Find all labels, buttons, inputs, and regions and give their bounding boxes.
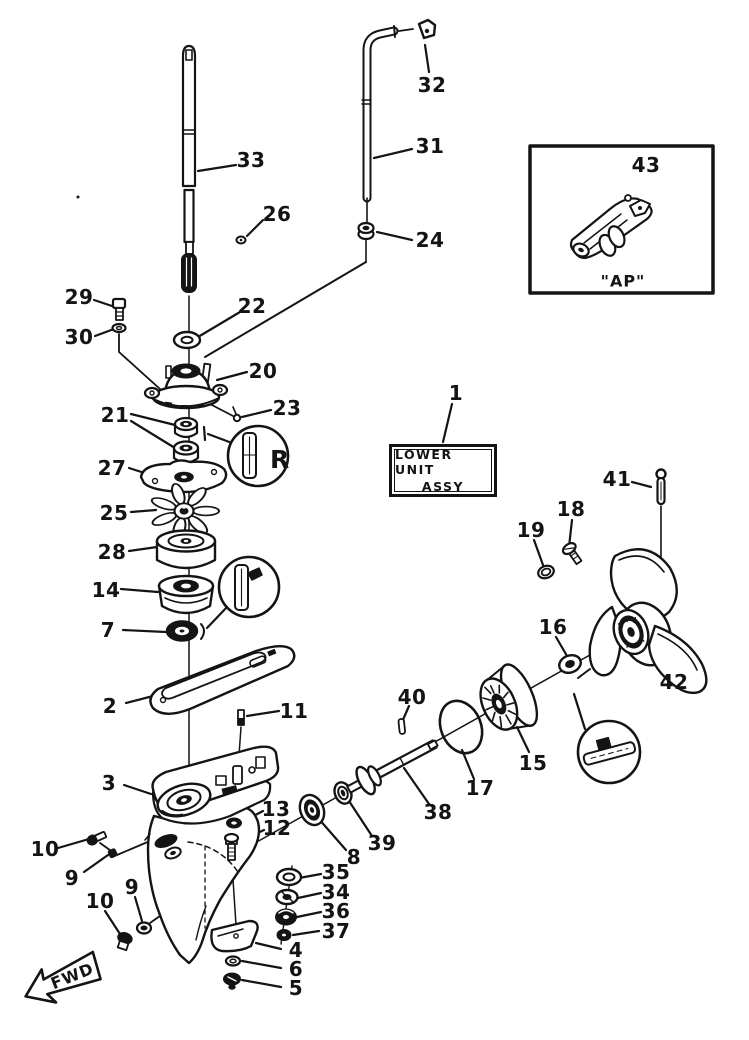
dowel-pin xyxy=(238,710,244,725)
callout-43: 43 xyxy=(631,153,661,177)
propeller xyxy=(590,549,707,693)
callout-14: 14 xyxy=(91,578,121,602)
callout-37: 37 xyxy=(321,919,351,943)
sealant-inset-r xyxy=(228,426,289,486)
callout-7: 7 xyxy=(100,618,116,642)
callout-9b: 9 xyxy=(124,875,140,899)
bearing-housing xyxy=(159,576,213,613)
callout-10a: 10 xyxy=(30,837,60,861)
pump-pin xyxy=(233,407,240,421)
drive-shaft xyxy=(182,46,196,292)
callout-41: 41 xyxy=(602,467,632,491)
trim-tab xyxy=(211,921,257,951)
callout-33: 33 xyxy=(236,148,266,172)
callout-35: 35 xyxy=(321,860,351,884)
callout-5: 5 xyxy=(288,976,304,1000)
callout-4: 4 xyxy=(288,938,304,962)
outer-plate xyxy=(141,460,226,492)
shear-pin xyxy=(657,470,666,505)
woodruff-key xyxy=(237,237,246,244)
sealant-inset-nozzle xyxy=(219,557,279,617)
callout-24: 24 xyxy=(415,228,445,252)
callout-40: 40 xyxy=(397,685,427,709)
anode-hardware-stack xyxy=(276,869,301,940)
callout-22: 22 xyxy=(237,294,267,318)
callout-36: 36 xyxy=(321,899,351,923)
print-dot xyxy=(77,196,80,199)
callout-42: 42 xyxy=(659,670,689,694)
callout-39: 39 xyxy=(367,831,397,855)
assembly-label-box xyxy=(389,444,497,497)
callout-31: 31 xyxy=(415,134,445,158)
callout-21: 21 xyxy=(100,403,130,427)
callout-2: 2 xyxy=(102,694,118,718)
callout-26: 26 xyxy=(262,202,292,226)
callout-17: 17 xyxy=(465,776,495,800)
spacer-tick xyxy=(578,669,590,678)
callout-19: 19 xyxy=(516,518,546,542)
callout-25: 25 xyxy=(99,501,129,525)
callout-34: 34 xyxy=(321,880,351,904)
pump-cartridge xyxy=(157,531,215,569)
assembly-label-inner xyxy=(394,446,492,494)
callout-18: 18 xyxy=(556,497,586,521)
shaft-pin xyxy=(398,719,405,734)
callout-1: 1 xyxy=(448,381,464,405)
callout-16: 16 xyxy=(538,615,568,639)
grease-inset xyxy=(578,721,640,783)
sealant-letter: R xyxy=(270,445,290,474)
assembly-label-line2: ASSY xyxy=(421,478,465,494)
carrier-washer xyxy=(536,564,555,581)
callout-13: 13 xyxy=(261,797,291,821)
oil-seal-pair xyxy=(174,418,198,463)
callout-29: 29 xyxy=(64,285,94,309)
callout-6: 6 xyxy=(288,957,304,981)
callout-11: 11 xyxy=(279,699,309,723)
washer-lower xyxy=(137,923,151,934)
pump-bolt-washer xyxy=(113,324,126,332)
oil-seal xyxy=(167,622,204,641)
gasket-plate xyxy=(150,646,294,714)
callout-32: 32 xyxy=(417,73,447,97)
fwd-arrow xyxy=(18,949,105,1012)
callout-3: 3 xyxy=(101,771,117,795)
callout-15: 15 xyxy=(518,751,548,775)
callout-28: 28 xyxy=(97,540,127,564)
rod-connector xyxy=(399,20,435,38)
assembly-label-line1: LOWER UNIT xyxy=(395,446,453,478)
callout-38: 38 xyxy=(423,800,453,824)
callout-20: 20 xyxy=(248,359,278,383)
deck-washer xyxy=(227,819,241,828)
housing-bolt-upper xyxy=(86,830,107,846)
callout-8: 8 xyxy=(346,845,362,869)
pump-bolt xyxy=(113,299,125,320)
callout-27: 27 xyxy=(97,456,127,480)
callout-30: 30 xyxy=(64,325,94,349)
shim-washer xyxy=(174,332,200,348)
callout-23: 23 xyxy=(272,396,302,420)
propeller-shaft xyxy=(342,730,443,803)
callout-10b: 10 xyxy=(85,889,115,913)
shift-rod-nut xyxy=(359,223,374,239)
tab-washer xyxy=(226,957,240,966)
callout-12: 12 xyxy=(262,816,292,840)
tab-bolt xyxy=(224,974,240,990)
ap-inset-caption: "AP" xyxy=(600,271,646,291)
housing-bolt-lower xyxy=(115,931,133,951)
callout-9a: 9 xyxy=(64,866,80,890)
fwd-label: FWD xyxy=(47,958,97,994)
carrier-bolt xyxy=(561,541,585,567)
